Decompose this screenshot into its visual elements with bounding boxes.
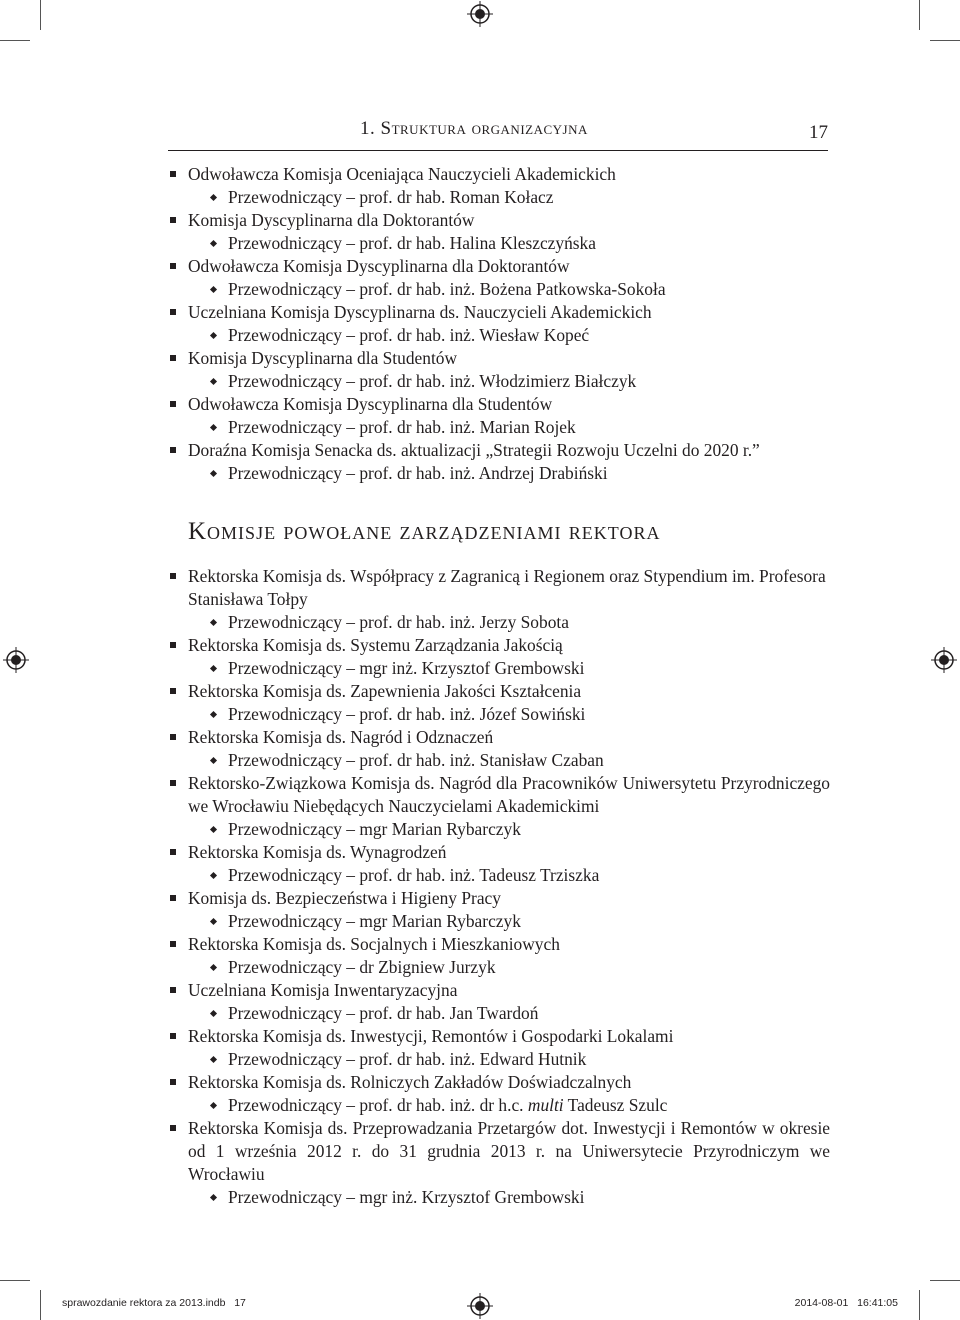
list-item: [168, 255, 830, 301]
diamond-bullet-icon: [210, 918, 217, 925]
diamond-bullet-icon: [210, 240, 217, 247]
list-item: [168, 979, 830, 1025]
list-item: [168, 565, 830, 634]
crop-mark: [919, 0, 920, 30]
committee-name: Komisja Dyscyplinarna dla Doktorantów: [188, 210, 475, 230]
committee-name: Komisja Dyscyplinarna dla Studentów: [188, 348, 458, 368]
crop-mark: [919, 1290, 920, 1320]
square-bullet-icon: [170, 217, 176, 223]
committee-chair: Przewodniczący – mgr inż. Krzysztof Grembowski: [228, 658, 585, 678]
diamond-bullet-icon: [210, 424, 217, 431]
list-item: [168, 1025, 830, 1071]
committee-chair-suffix: Tadeusz Szulc: [563, 1095, 668, 1115]
diamond-bullet-icon: [210, 378, 217, 385]
square-bullet-icon: [170, 401, 176, 407]
committee-name: Rektorska Komisja ds. Nagród i Odznaczeń: [188, 727, 494, 747]
square-bullet-icon: [170, 1079, 176, 1085]
committee-chair: Przewodniczący – mgr Marian Rybarczyk: [228, 911, 521, 931]
committee-chair: Przewodniczący – prof. dr hab. inż. Józef Sowiński: [228, 704, 586, 724]
committee-name: Odwoławcza Komisja Oceniająca Nauczycieli Akademickich: [188, 164, 616, 184]
committee-name: Uczelniana Komisja Dyscyplinarna ds. Nauczycieli Akademickich: [188, 302, 652, 322]
list-item: [168, 301, 830, 347]
square-bullet-icon: [170, 895, 176, 901]
square-bullet-icon: [170, 780, 176, 786]
committee-chair-prefix: Przewodniczący – prof. dr hab. inż. dr h.c.: [228, 1095, 528, 1115]
committee-name: Rektorska Komisja ds. Inwestycji, Remontów i Gospodarki Lokalami: [188, 1026, 674, 1046]
committee-chair: Przewodniczący – prof. dr hab. inż. Jerzy Sobota: [228, 612, 569, 632]
list-item: [168, 887, 830, 933]
registration-mark-icon: [467, 1, 493, 27]
committee-name: Doraźna Komisja Senacka ds. aktualizacji „Strategii Rozwoju Uczelni do 2020 r.”: [188, 440, 760, 460]
committee-name: Uczelniana Komisja Inwentaryzacyjna: [188, 980, 458, 1000]
diamond-bullet-icon: [210, 826, 217, 833]
page-number: 17: [809, 122, 828, 143]
square-bullet-icon: [170, 849, 176, 855]
committee-chair: Przewodniczący – prof. dr hab. inż. Stanisław Czaban: [228, 750, 604, 770]
crop-mark: [40, 0, 41, 30]
committee-name: Odwoławcza Komisja Dyscyplinarna dla Studentów: [188, 394, 553, 414]
section-heading: Komisje powołane zarządzeniami rektora: [188, 518, 661, 545]
list-item: [168, 1071, 830, 1117]
diamond-bullet-icon: [210, 194, 217, 201]
running-header-title: 1. Struktura organizacyjna: [360, 118, 588, 139]
committee-name: Rektorska Komisja ds. Zapewnienia Jakości Kształcenia: [188, 681, 582, 701]
committee-chair: Przewodniczący – mgr inż. Krzysztof Grembowski: [228, 1187, 585, 1207]
diamond-bullet-icon: [210, 757, 217, 764]
square-bullet-icon: [170, 1033, 176, 1039]
committee-chair: Przewodniczący – prof. dr hab. Roman Kołacz: [228, 187, 554, 207]
list-item: [168, 680, 830, 726]
crop-mark: [930, 40, 960, 41]
crop-mark: [40, 1290, 41, 1320]
square-bullet-icon: [170, 309, 176, 315]
square-bullet-icon: [170, 355, 176, 361]
diamond-bullet-icon: [210, 1102, 217, 1109]
print-slug-filename: sprawozdanie rektora za 2013.indb 17: [62, 1297, 246, 1309]
list-item: [168, 347, 830, 393]
crop-mark: [930, 1280, 960, 1281]
diamond-bullet-icon: [210, 872, 217, 879]
committee-chair: Przewodniczący – prof. dr hab. inż. Tadeusz Trziszka: [228, 865, 600, 885]
diamond-bullet-icon: [210, 470, 217, 477]
committee-chair: Przewodniczący – prof. dr hab. Halina Kleszczyńska: [228, 233, 596, 253]
diamond-bullet-icon: [210, 286, 217, 293]
crop-mark: [0, 40, 30, 41]
list-item: [168, 841, 830, 887]
diamond-bullet-icon: [210, 665, 217, 672]
running-header: [168, 118, 828, 151]
square-bullet-icon: [170, 171, 176, 177]
registration-mark-icon: [3, 647, 29, 673]
square-bullet-icon: [170, 734, 176, 740]
list-item: [168, 772, 830, 841]
list-item: [168, 209, 830, 255]
crop-mark: [0, 1280, 30, 1281]
committee-chair: Przewodniczący – prof. dr hab. Jan Twardoń: [228, 1003, 539, 1023]
committee-list: [168, 565, 830, 1209]
committee-chair: Przewodniczący – dr Zbigniew Jurzyk: [228, 957, 496, 977]
diamond-bullet-icon: [210, 1010, 217, 1017]
committee-name: Komisja ds. Bezpieczeństwa i Higieny Pracy: [188, 888, 501, 908]
committee-name: Rektorska Komisja ds. Przeprowadzania Przetargów dot. Inwestycji i Remontów w okresie od 1 września 2012 r. do 31 grudnia 2013 r. na Uniwersytecie Przyrodniczym we Wrocławiu: [188, 1118, 830, 1184]
diamond-bullet-icon: [210, 964, 217, 971]
list-item: [168, 393, 830, 439]
committee-name: Rektorska Komisja ds. Systemu Zarządzania Jakością: [188, 635, 563, 655]
committee-chair: Przewodniczący – prof. dr hab. inż. Edward Hutnik: [228, 1049, 587, 1069]
diamond-bullet-icon: [210, 711, 217, 718]
committee-name: Rektorska Komisja ds. Wynagrodzeń: [188, 842, 447, 862]
diamond-bullet-icon: [210, 1194, 217, 1201]
list-item: [168, 726, 830, 772]
committee-name: Rektorsko-Związkowa Komisja ds. Nagród dla Pracowników Uniwersytetu Przyrodniczego we Wrocławiu Niebędących Nauczycielami Akademickimi: [188, 773, 830, 816]
list-item: [168, 933, 830, 979]
committee-chair: Przewodniczący – prof. dr hab. inż. Bożena Patkowska-Sokoła: [228, 279, 666, 299]
print-slug-timestamp: 2014-08-01 16:41:05: [794, 1297, 898, 1309]
committee-chair-italic: multi: [527, 1095, 564, 1115]
list-item: [168, 163, 830, 209]
committee-chair: Przewodniczący – prof. dr hab. inż. Wiesław Kopeć: [228, 325, 590, 345]
list-item: [168, 439, 830, 485]
committee-chair: Przewodniczący – prof. dr hab. inż. Włodzimierz Białczyk: [228, 371, 637, 391]
registration-mark-icon: [931, 647, 957, 673]
square-bullet-icon: [170, 688, 176, 694]
committee-name: Odwoławcza Komisja Dyscyplinarna dla Doktorantów: [188, 256, 570, 276]
square-bullet-icon: [170, 263, 176, 269]
square-bullet-icon: [170, 447, 176, 453]
committee-name: Rektorska Komisja ds. Współpracy z Zagranicą i Regionem oraz Stypendium im. Profesora Stanisława Tołpy: [188, 566, 826, 609]
square-bullet-icon: [170, 573, 176, 579]
square-bullet-icon: [170, 941, 176, 947]
committee-chair: Przewodniczący – prof. dr hab. inż. Andrzej Drabiński: [228, 463, 608, 483]
committee-list: [168, 163, 830, 485]
square-bullet-icon: [170, 1125, 176, 1131]
square-bullet-icon: [170, 642, 176, 648]
committee-name: Rektorska Komisja ds. Socjalnych i Mieszkaniowych: [188, 934, 560, 954]
committee-chair: Przewodniczący – prof. dr hab. inż. Marian Rojek: [228, 417, 576, 437]
diamond-bullet-icon: [210, 619, 217, 626]
registration-mark-icon: [467, 1293, 493, 1319]
square-bullet-icon: [170, 987, 176, 993]
diamond-bullet-icon: [210, 1056, 217, 1063]
list-item: [168, 634, 830, 680]
committee-name: Rektorska Komisja ds. Rolniczych Zakładów Doświadczalnych: [188, 1072, 632, 1092]
committee-chair: Przewodniczący – mgr Marian Rybarczyk: [228, 819, 521, 839]
list-item: [168, 1117, 830, 1209]
diamond-bullet-icon: [210, 332, 217, 339]
